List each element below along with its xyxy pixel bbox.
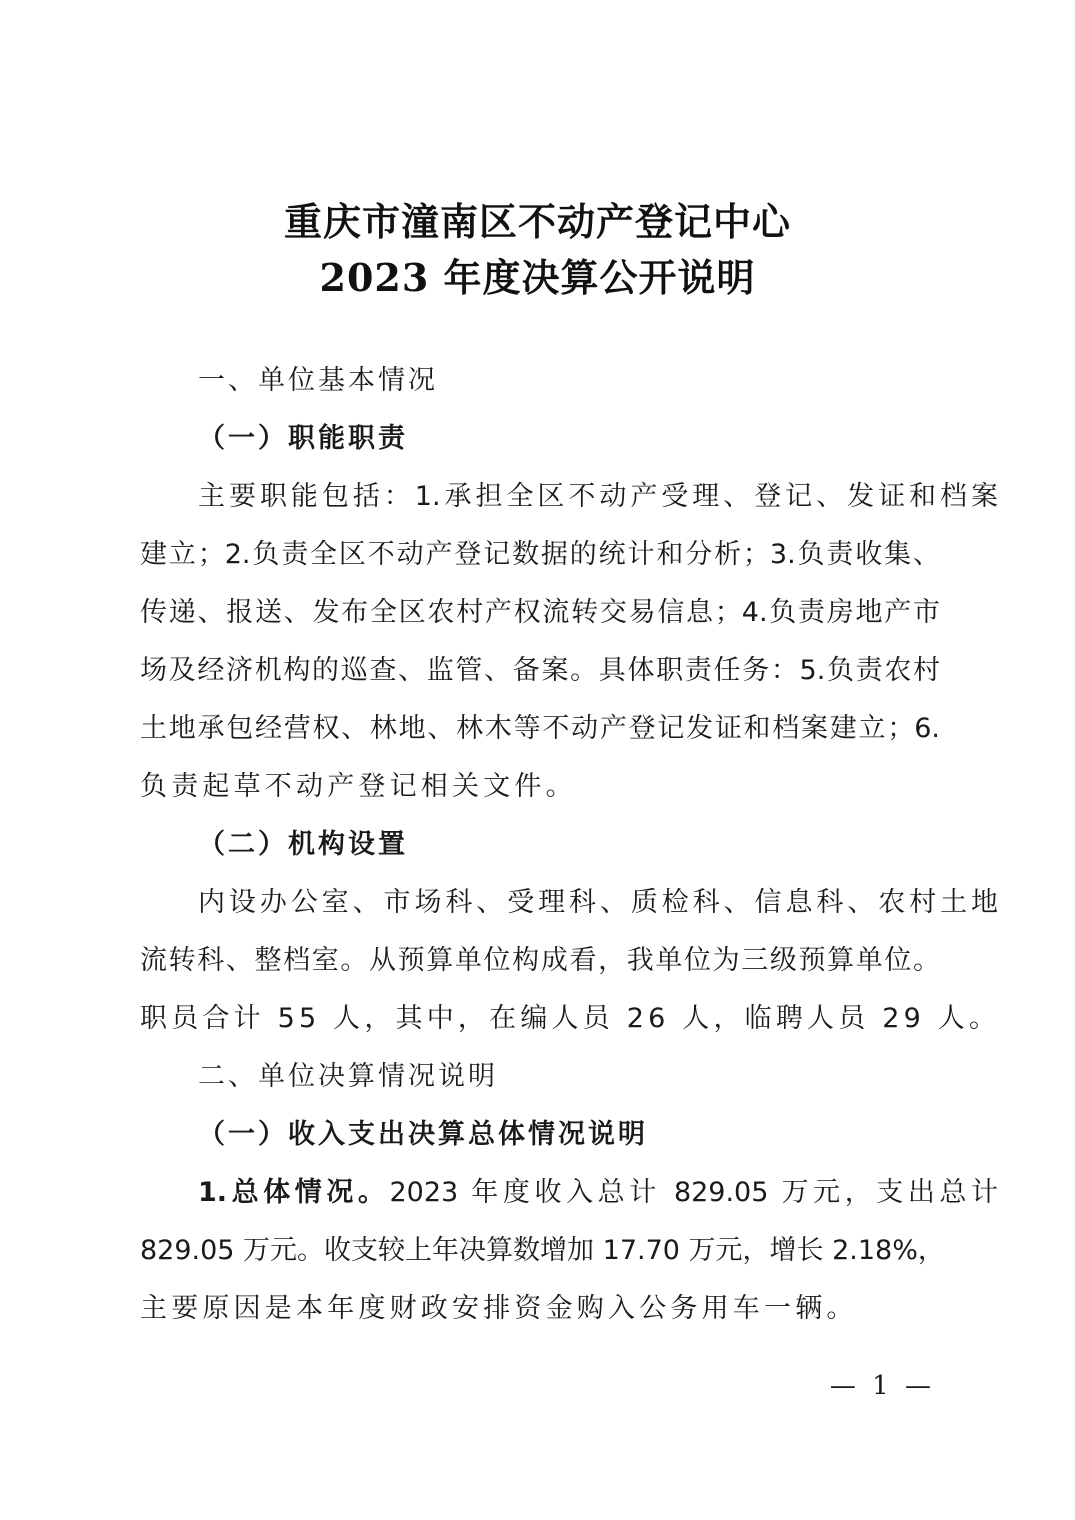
subsection-heading-organization: （二）机构设置 xyxy=(198,829,408,860)
paragraph-line: 主要职能包括：1.承担全区不动产受理、登记、发证和档案 xyxy=(198,481,998,512)
paragraph-line: 职员合计 55 人，其中，在编人员 26 人，临聘人员 29 人。 xyxy=(140,1003,1001,1034)
subsection-heading-income-expenditure: （一）收入支出决算总体情况说明 xyxy=(198,1119,648,1150)
paragraph-line: 流转科、整档室。从预算单位构成看，我单位为三级预算单位。 xyxy=(140,945,940,976)
paragraph-line: 传递、报送、发布全区农村产权流转交易信息；4.负责房地产市 xyxy=(140,597,940,628)
paragraph-line: 内设办公室、市场科、受理科、质检科、信息科、农村土地 xyxy=(198,887,998,918)
subsection-heading-duties: （一）职能职责 xyxy=(198,423,408,454)
paragraph-line: 829.05 万元。收支较上年决算数增加 17.70 万元，增长 2.18%， xyxy=(140,1235,945,1266)
overall-lead-text: 1.总体情况。 xyxy=(198,1177,390,1208)
overall-line1-text: 2023 年度收入总计 829.05 万元，支出总计 xyxy=(389,1177,999,1208)
paragraph-line: 建立；2.负责全区不动产登记数据的统计和分析；3.负责收集、 xyxy=(140,539,940,570)
section-heading-final-accounts: 二、单位决算情况说明 xyxy=(198,1061,498,1092)
paragraph-line: 土地承包经营权、林地、林木等不动产登记发证和档案建立；6. xyxy=(140,713,940,744)
paragraph-line: 负责起草不动产登记相关文件。 xyxy=(140,771,577,802)
paragraph-line: 场及经济机构的巡查、监管、备案。具体职责任务：5.负责农村 xyxy=(140,655,940,686)
document-title-line1: 重庆市潼南区不动产登记中心 xyxy=(283,199,791,244)
document-title-line2: 2023 年度决算公开说明 xyxy=(319,255,756,300)
paragraph-line-overall xyxy=(140,1164,998,1222)
section-heading-basic-info: 一、单位基本情况 xyxy=(198,365,438,396)
paragraph-line: 主要原因是本年度财政安排资金购入公务用车一辆。 xyxy=(140,1293,858,1324)
page-number: — 1 — xyxy=(829,1371,935,1401)
